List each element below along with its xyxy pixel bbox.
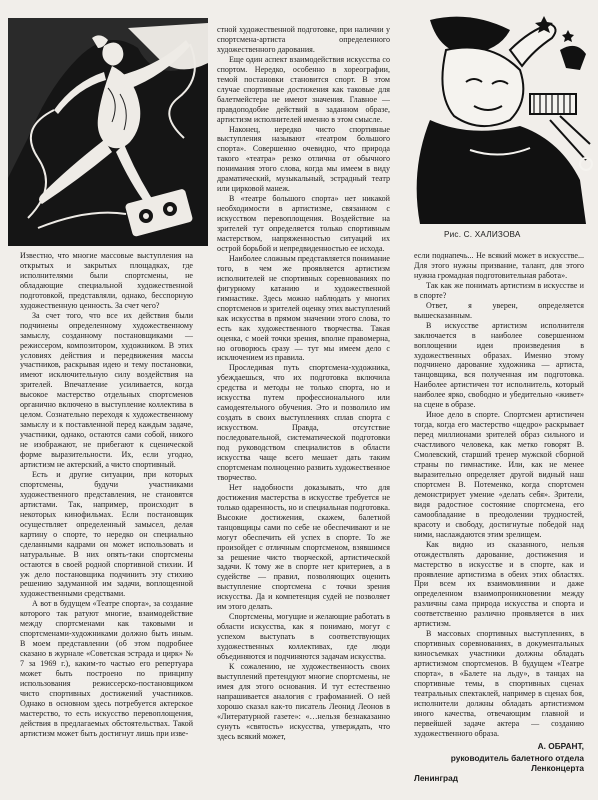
paragraph: В массовых спортивных выступлениях, в спортивных соревнованиях, в документальных киносъемках участники должны обладать артистизмом спортсменов. В будущем «Театре спорта», в «Балете на льду», в танцах на спортивные темы, в спортивных сценах театральных спектаклей, например в сценах боя, исполнители должны обладать артистизмом иного качества, отвечающим главной и первейшей задаче актера — созданию художественного образа. [414,629,584,738]
dancer-illustration [8,18,208,246]
paragraph: Спортсмены, могущие и желающие работать в области искусства, как я понимаю, могут с успехом выступать в соответствующих художественных коллективах, где люди объединяются и подчиняются задачам искусства. [217,612,390,662]
paragraph: Известно, что многие массовые выступления на открытых и закрытых площадках, где исполнителями были спортсмены, не обладающие специальной художественной подготовкой, представляли, однако, бесспорную художественную ценность. За счет чего? [20,251,193,310]
city: Ленинград [414,772,458,783]
paragraph: Есть и другие ситуации, при которых спортсмены, будучи участниками художественного представления, не становятся артистами. Так, например, происходит в некоторых кинофильмах. Если постановщик осуществляет определенный замысел, делая картину о спорте, то нередко он специально сделанными кадрами он может использовать и натуральные. В них опять-таки спортсмены остаются в своей родной спортивной стихии. И уж дело постановщика подчинить эту стихию решению задуманной им задачи, воплощенной художественными средствами. [20,469,193,599]
article-column-2 [217,25,390,800]
article-column-3 [414,251,584,800]
figure-illustration [410,10,596,224]
paragraph: Ответ, я уверен, определяется вышесказанным. [414,300,584,320]
article-column-1 [20,251,193,800]
paragraph: Так как же понимать артистизм в искусстве и в спорте? [414,280,584,300]
paragraph: Нет надобности доказывать, что для достижения мастерства в искусстве требуется не только одаренность, но и специальная подготовка. Высокие достижения, скажем, балетной танцовщицы сами по себе не обеспечивают и не могут обеспечить ей успех в спорте. То же произойдет с отличным спортсменом, взявшимся за решение чисто творческой, артистической задачи. К тому же в спорте нет критериев, а в судействе — правил, позволяющих оценить выступление спортсмена с точки зрения искусства. Да и компетенция судей не позволяет им этого делать. [217,482,390,612]
paragraph: если поднапечь... Не всякий может в искусстве... Для этого нужны призвание, талант, для этого нужна громадная подготовительная работа». [414,251,584,280]
paragraph: В искусстве артистизм исполнителя заключается в наиболее совершенном воплощении идеи произведения в художественных образах. Именно этому подчинено дарование художника — артиста, танцовщика, вся полученная им подготовка. Наиболее артистичен тот исполнитель, который наиболее ярко, свободно и убедительно «живет» на сцене в образе. [414,320,584,410]
author-position: руководитель балетного отдела Ленконцерта [450,752,584,773]
paragraph: А вот в будущем «Театре спорта», за создание которого так ратуют многие, взаимодействие между спортсменами как таковыми и спортсменами-художниками должно быть иным. В моем представлении (об этом подробнее сказано в журнале «Советская эстрада и цирк» № 7 за 1969 г.), каким-то частью его репертуара может быть построено по принципу использования режиссерско-постановщиком чисто спортивных достижений участников. Однако в основном здесь потребуется актерское мастерство, то есть искусство перевоплощения, действия в предлагаемых обстоятельствах. Такой артистизм может быть достигнут лишь при изве- [20,599,193,738]
paragraph: Наиболее сложным представляется понимание того, в чем же проявляется артистизм исполнителей не спортивных соревнованиях по фигурному катанию и художественной гимнастике. Здесь можно наблюдать у многих спортсменов и зрителей оценку этих выступлений как искусства в прямом значении этого слова, то есть как художественного творчества. Такая оценка, с моей точки зрения, вполне правомерна, но оговорюсь сразу — тут мы имеем дело с исключением из правила. [217,253,390,363]
paragraph: Как видно из сказанного, нельзя отождествлять дарование, достижения и мастерство в искусстве и в спорте, как и проявление артистизма в обеих этих областях. При всем их взаимовлиянии и даже определенном взаимопроникновении между различны сама природа искусства и спорта и соответственно различно проявляется в них артистизм. [414,539,584,629]
paragraph: За счет того, что все их действия были подчинены определенному художественному замыслу, созданному постановщиками — режиссером, композитором, художником. В этих условиях действия и передвижения массы участников, раскрывая идею и тему постановки, имеют исключительную силу воздействия на зрителей. Впечатление усиливается, когда высокое мастерство отдельных спортсменов органично включено в выступление коллектива в целом. Сознательно переходя к художественному замыслу и к поставленной перед каждым задаче, участники, однако, остаются сами собой, никого не изображают, не прибегают к сценической форме выразительности. Их, если угодно, артистизм не актерский, а чисто спортивный. [20,310,193,470]
author-name: А. ОБРАНТ, [537,740,584,751]
paragraph: стной художественной подготовке, при наличии у спортсмена-артиста определенного художественного дарования. [217,25,390,54]
paragraph: Иное дело в спорте. Спортсмен артистичен тогда, когда его мастерство «щедро» раскрывает перед миллионами зрителей образ сильного и счастливого человека, как метко говорят В. Смолевский, старший тренер мужской сборной страны по гимнастике. Или, как не менее выразительно определяет другой видный наш спортсмен В. Потеменко, когда спортсмен демонстрирует умение «делать себя». Зрители, видя радостное состояние спортсмена, его самообладание в преодолении трудностей, красоту и свободу, достигнутые победой над ними, наслаждаются этим зрелищем. [414,410,584,539]
paragraph: К сожалению, не художественность своих выступлений претендуют многие спортсмены, не имея для этого основания. И тут естественно напрашивается аналогия с графоманией. О ней хорошо сказал как-то писатель Леонид Леонов в «Литературной газете»: «…нельзя безнаказанно сунуть «святость» искусства, утверждать, что здесь всякий может, [217,662,390,741]
illustration-credit: Рис. С. ХАЛИЗОВА [444,230,521,239]
paragraph: Наконец, нередко чисто спортивные выступления называют «театром большого спорта». Совершенно очевидно, что природа такого «театра» резко отлична от обычного понимания этого слова, когда мы имеем в виду драматический, музыкальный, эстрадный театр или цирковой манеж. [217,124,390,194]
paragraph: В «театре большого спорта» нет никакой необходимости в артистизме, связанном с искусством перевоплощения. Воздействие на зрителей тут определяется только спортивным мастерством, напряженностью ситуаций их острой борьбой и непредвиденностью ее исхода. [217,194,390,253]
paragraph: Еще один аспект взаимодействия искусства со спортом. Нередко, особенно в хореографии, темой постановки становится спорт. В этом случае спортивные достижения как таковые для балетмейстера не имеют значения. Главное — правдоподобие действий в заданном образе, артистизм исполнителей именно в этом смысле. [217,54,390,124]
paragraph: Проследивая путь спортсмена-художника, убеждаешься, что их подготовка включила средства и методы не только спорта, но и искусства путем профессионального или самодеятельного обучения. Это и позволило им создать в своих выступлениях сплав спорта с искусством. Правда, отсутствие последовательной, систематической подготовки под руководством специалистов в области искусства чаще всего мешает дать таким спортсменам полноценно развить художественное творчество. [217,363,390,482]
